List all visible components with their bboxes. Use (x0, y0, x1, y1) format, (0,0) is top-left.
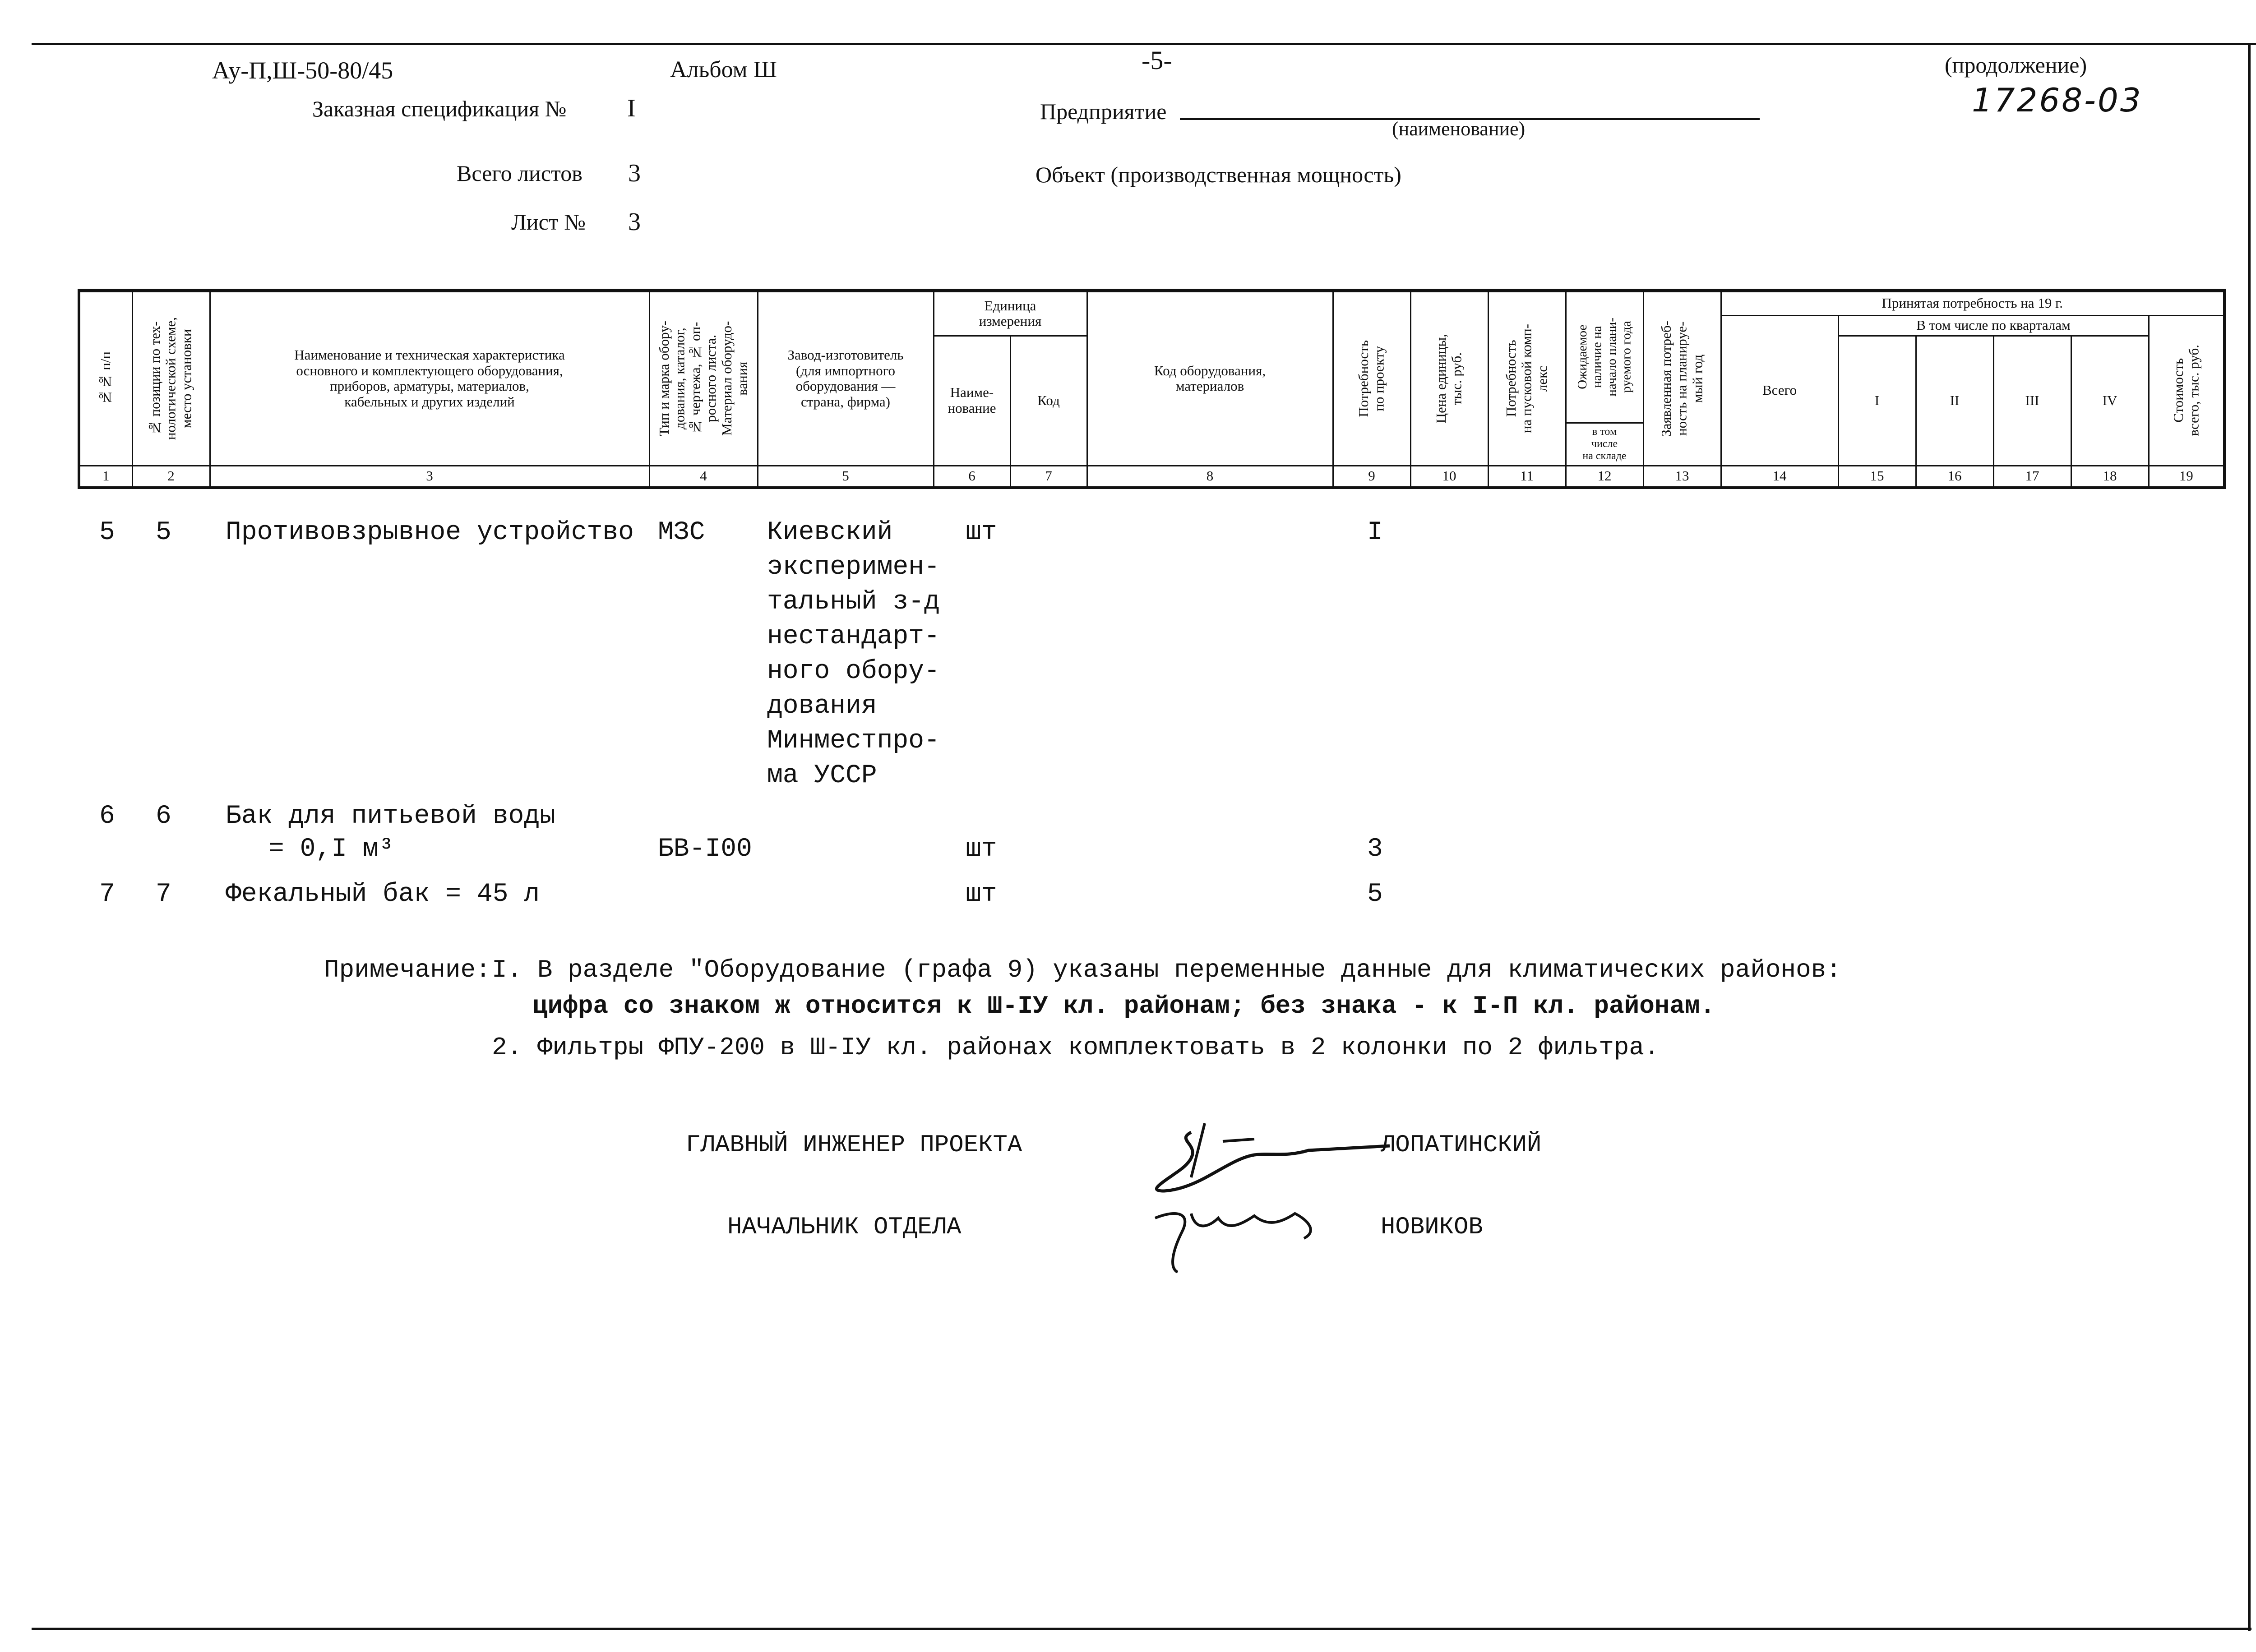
column-number: 7 (1010, 466, 1087, 488)
total-sheets-value: 3 (628, 159, 641, 187)
col-header-7: Код (1010, 336, 1087, 466)
row-position: 7 (156, 880, 171, 909)
row-number: 5 (99, 518, 115, 547)
row-name: Противовзрывное устройство (226, 518, 634, 547)
row-unit: шт (966, 880, 997, 909)
row-unit: шт (966, 835, 997, 864)
column-number: 18 (2071, 466, 2149, 488)
col-header-5: Завод-изготовитель (для импортного оборудования — страна, фирма) (758, 291, 934, 466)
column-number: 12 (1566, 466, 1643, 488)
row-quantity: 3 (1367, 835, 1383, 864)
column-number: 14 (1721, 466, 1838, 488)
column-number: 9 (1333, 466, 1410, 488)
row-name-line2: = 0,I м³ (268, 835, 394, 864)
column-number: 15 (1838, 466, 1916, 488)
row-name: Бак для питьевой воды (226, 802, 555, 831)
col-header-2: № позиции по тех- нологической схеме, место установки (132, 291, 210, 466)
bottom-border-line (32, 1628, 2251, 1630)
row-name: Фекальный бак = 45 л (226, 880, 540, 909)
column-number: 19 (2149, 466, 2224, 488)
column-number: 3 (210, 466, 649, 488)
col-header-1: №№ п/п (79, 291, 132, 466)
enterprise-label: Предприятие (1040, 99, 1167, 124)
quarters-header: В том числе по кварталам (1838, 315, 2149, 336)
doc-code: Ау-П,Ш-50-80/45 (212, 57, 393, 84)
column-number: 8 (1087, 466, 1333, 488)
column-number: 17 (1993, 466, 2071, 488)
column-number: 1 (79, 466, 132, 488)
chief-engineer-title: ГЛАВНЫЙ ИНЖЕНЕР ПРОЕКТА (686, 1131, 1022, 1159)
row-number: 7 (99, 880, 115, 909)
col-header-17: III (1993, 336, 2071, 466)
row-unit: шт (966, 518, 997, 547)
col-header-19: Стоимость всего, тыс. руб. (2149, 315, 2224, 466)
column-number: 4 (649, 466, 758, 488)
row-quantity: I (1367, 518, 1383, 547)
note-1-line-1: I. В разделе "Оборудование (графа 9) указаны переменные данные для климатических районов: (492, 955, 1841, 984)
page-number: -5- (1142, 46, 1172, 75)
col-header-9: Потребность по проекту (1333, 291, 1410, 466)
handwritten-signature-head (1137, 1182, 1336, 1281)
col-header-3: Наименование и техническая характеристика основного и комплектующего оборудования, приборов, арматуры, материалов, кабельных и других изделий (210, 291, 649, 466)
col-header-6: Наиме- нование (934, 336, 1010, 466)
note-1-line-2: цифра со знаком ж относится к Ш-IУ кл. районам; без знака - к I-П кл. районам. (532, 992, 1715, 1020)
col-header-10: Цена единицы, тыс. руб. (1410, 291, 1488, 466)
right-border-line (2248, 43, 2251, 1631)
column-number: 11 (1488, 466, 1566, 488)
spec-label: Заказная спецификация № (312, 96, 567, 121)
enterprise-sublabel: (наименование) (1392, 118, 1526, 140)
sheet-label: Лист № (511, 209, 586, 235)
total-sheets-label: Всего листов (457, 161, 582, 186)
note-label: Примечание: (324, 955, 491, 984)
column-number: 5 (758, 466, 934, 488)
column-number: 10 (1410, 466, 1488, 488)
col-header-15: I (1838, 336, 1916, 466)
chief-engineer-name: ЛОПАТИНСКИЙ (1381, 1131, 1542, 1159)
row-type: БВ-I00 (658, 835, 752, 864)
album-label: Альбом Ш (670, 57, 777, 83)
column-number-row (79, 466, 2224, 488)
spec-value: I (627, 94, 636, 122)
row-number: 6 (99, 802, 115, 831)
col-header-11: Потребность на пусковой комп- лекс (1488, 291, 1566, 466)
sheet-value: 3 (628, 208, 641, 236)
col-header-12: Ожидаемое наличие на начало плани- руемого года в том числе на складе (1566, 291, 1643, 466)
row-position: 5 (156, 518, 171, 547)
column-number: 2 (132, 466, 210, 488)
column-number: 16 (1916, 466, 1993, 488)
col-header-16: II (1916, 336, 1993, 466)
unit-group-header: Единица измерения (934, 291, 1087, 336)
continuation-label: (продолжение) (1945, 52, 2087, 78)
col-header-4: Тип и марка обору- дования, каталог, № чертежа, № оп- росного листа. Материал оборудо- вания (649, 291, 758, 466)
department-head-name: НОВИКОВ (1381, 1214, 1483, 1241)
accepted-need-header: Принятая потребность на 19 г. (1721, 291, 2224, 315)
row-quantity: 5 (1367, 880, 1383, 909)
department-head-title: НАЧАЛЬНИК ОТДЕЛА (727, 1214, 962, 1241)
row-type: МЗС (658, 518, 705, 547)
col-header-8: Код оборудования, материалов (1087, 291, 1333, 466)
col-header-13: Заявленная потреб- ность на планируе- мый год (1643, 291, 1721, 466)
row-position: 6 (156, 802, 171, 831)
object-label: Объект (производственная мощность) (1036, 162, 1401, 187)
col-header-18: IV (2071, 336, 2149, 466)
note-2: 2. Фильтры ФПУ-200 в Ш-IУ кл. районах комплектовать в 2 колонки по 2 фильтра. (492, 1033, 1660, 1062)
column-number: 13 (1643, 466, 1721, 488)
col-header-14: Всего (1721, 315, 1838, 466)
column-number: 6 (934, 466, 1010, 488)
row-maker: Киевский эксперимен- тальный з-д нестандарт- ного обору- дования Минместпро- ма УССР (767, 518, 940, 790)
specification-table (78, 289, 2226, 489)
handwritten-code: 17268-03 (1972, 81, 2143, 119)
